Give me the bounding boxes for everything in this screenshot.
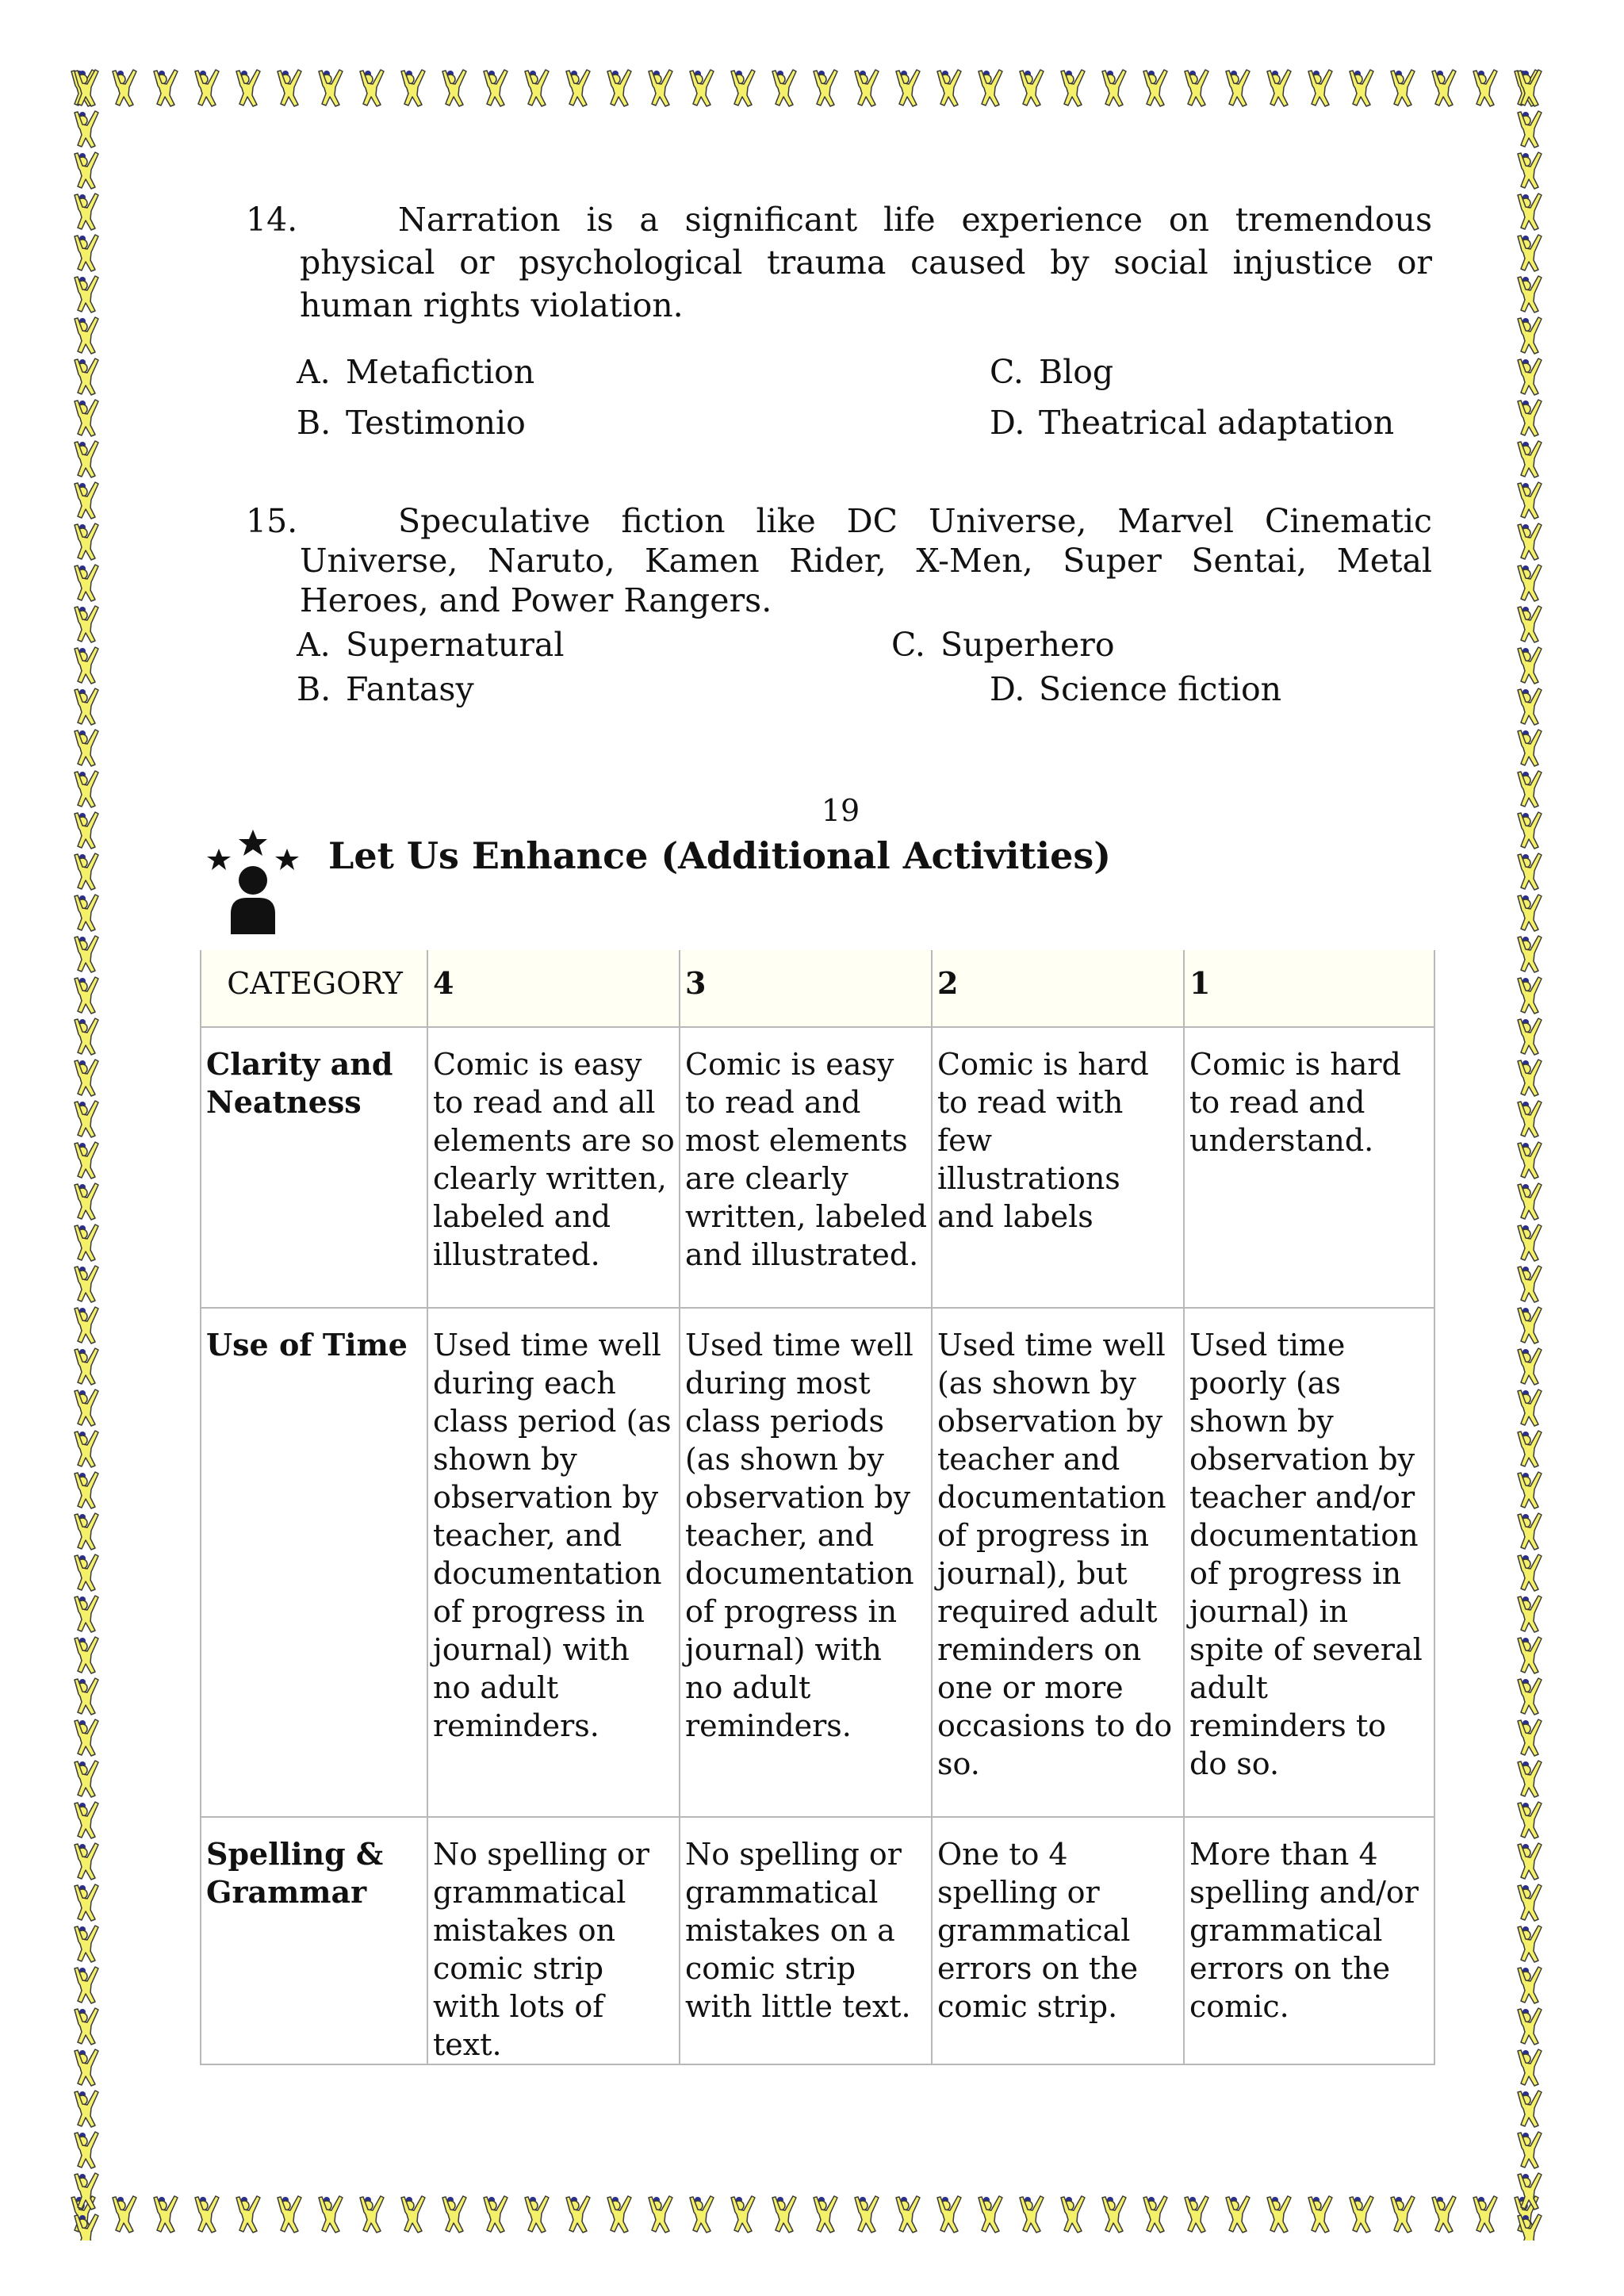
cheering-figure-icon <box>1511 2211 1559 2240</box>
cheering-figure-icon <box>68 2170 116 2211</box>
header-score-1: 1 <box>1184 950 1434 1027</box>
option-d <box>990 668 1281 711</box>
cheering-figure-icon <box>769 67 810 108</box>
cheering-figure-icon <box>1511 1675 1559 1716</box>
option-c <box>990 351 1113 393</box>
cheering-figure-icon <box>398 67 439 108</box>
cheering-figure-icon <box>1429 2193 1470 2234</box>
cheering-figure-icon <box>1511 1098 1559 1139</box>
cheering-figure-icon <box>68 1428 116 1469</box>
option-letter: A. <box>297 626 331 664</box>
row-category: Spelling & Grammar <box>201 1817 427 2064</box>
row-category: Clarity and Neatness <box>201 1027 427 1308</box>
table-cell: Used time poorly (as shown by observation by teacher and/or documentation of progress in journal) in spite of several adult reminders to do so. <box>1184 1308 1434 1817</box>
table-cell: Comic is hard to read and understand. <box>1184 1027 1434 1308</box>
cheering-figure-icon <box>1511 1304 1559 1345</box>
option-a <box>297 351 534 393</box>
table-cell: Comic is easy to read and all elements are so clearly written, labeled and illustrated. <box>427 1027 680 1308</box>
cheering-figure-icon <box>481 2193 522 2234</box>
option-letter: C. <box>891 626 925 664</box>
cheering-figure-icon <box>68 149 116 190</box>
cheering-figure-icon <box>68 520 116 562</box>
cheering-figure-icon <box>1511 603 1559 644</box>
question-14 <box>246 198 1432 327</box>
cheering-figure-icon <box>1511 726 1559 768</box>
cheering-figure-icon <box>68 108 116 149</box>
cheering-figure-icon <box>68 1881 116 1922</box>
option-text: Metafiction <box>346 353 535 391</box>
option-b <box>297 668 474 711</box>
cheering-figure-icon <box>1511 809 1559 850</box>
cheering-figure-icon <box>1511 1757 1559 1799</box>
cheering-figure-icon <box>1470 67 1511 108</box>
cheering-figure-icon <box>68 1593 116 1634</box>
cheering-figure-icon <box>1388 2193 1429 2234</box>
table-row <box>201 1027 1434 1308</box>
question-text: Narration is a significant life experience on tremendous physical or psychological trauma caused by social injustice or human rights violation. <box>300 201 1432 324</box>
cheering-figure-icon <box>1017 67 1058 108</box>
cheering-figure-icon <box>68 1716 116 1757</box>
cheering-figure-icon <box>1182 67 1223 108</box>
cheering-figure-icon <box>1511 520 1559 562</box>
cheering-figure-icon <box>1511 1716 1559 1757</box>
cheering-figure-icon <box>68 1510 116 1551</box>
cheering-figure-icon <box>68 603 116 644</box>
cheering-figure-icon <box>975 2193 1017 2234</box>
cheering-figure-icon <box>1346 67 1388 108</box>
cheering-figure-icon <box>1140 2193 1182 2234</box>
cheering-figure-icon <box>1099 2193 1140 2234</box>
cheering-figure-icon <box>1346 2193 1388 2234</box>
cheering-figure-icon <box>68 1551 116 1593</box>
cheering-figure-icon <box>68 2087 116 2129</box>
cheering-figure-icon <box>1511 1964 1559 2005</box>
cheering-figure-icon <box>1511 1221 1559 1263</box>
cheering-figure-icon <box>192 67 233 108</box>
cheering-figure-icon <box>68 1015 116 1056</box>
cheering-figure-icon <box>68 1345 116 1386</box>
cheering-figure-icon <box>1511 190 1559 232</box>
cheering-figure-icon <box>563 2193 604 2234</box>
cheering-figure-icon <box>1511 685 1559 726</box>
table-cell: One to 4 spelling or grammatical errors on the comic strip. <box>932 1817 1184 2064</box>
cheering-figure-icon <box>68 2046 116 2087</box>
cheering-figure-icon <box>68 1056 116 1098</box>
cheering-figure-icon <box>893 2193 934 2234</box>
cheering-figure-icon <box>68 1922 116 1964</box>
cheering-figure-icon <box>68 850 116 891</box>
cheering-figure-icon <box>1511 933 1559 974</box>
option-letter: D. <box>990 670 1025 708</box>
rubric-table <box>200 950 1435 2065</box>
cheering-figure-icon <box>68 1221 116 1263</box>
cheering-figure-icon <box>68 397 116 438</box>
cheering-figure-icon <box>1511 1180 1559 1221</box>
table-row <box>201 1817 1434 2064</box>
cheering-figure-icon <box>68 1757 116 1799</box>
cheering-figure-icon <box>1511 149 1559 190</box>
cheering-figure-icon <box>1058 2193 1099 2234</box>
border-figures <box>68 67 1559 108</box>
table-cell: More than 4 spelling and/or grammatical errors on the comic. <box>1184 1817 1434 2064</box>
cheering-figure-icon <box>1511 2170 1559 2211</box>
option-text: Testimonio <box>346 404 526 442</box>
cheering-figure-icon <box>68 933 116 974</box>
cheering-figure-icon <box>398 2193 439 2234</box>
cheering-figure-icon <box>1264 67 1305 108</box>
cheering-figure-icon <box>1470 2193 1511 2234</box>
cheering-figure-icon <box>1511 562 1559 603</box>
section-title: Let Us Enhance (Additional Activities) <box>328 834 1112 877</box>
cheering-figure-icon <box>1511 1840 1559 1881</box>
page-border-left <box>68 67 116 2240</box>
cheering-figure-icon <box>316 67 357 108</box>
cheering-figure-icon <box>151 2193 192 2234</box>
cheering-figure-icon <box>1511 397 1559 438</box>
cheering-figure-icon <box>1511 1015 1559 1056</box>
cheering-figure-icon <box>1511 1799 1559 1840</box>
option-letter: C. <box>990 353 1024 391</box>
cheering-figure-icon <box>934 67 975 108</box>
cheering-figure-icon <box>68 726 116 768</box>
cheering-figure-icon <box>1511 355 1559 397</box>
cheering-figure-icon <box>1511 644 1559 685</box>
cheering-figure-icon <box>1511 850 1559 891</box>
cheering-figure-icon <box>728 67 769 108</box>
cheering-figure-icon <box>68 1840 116 1881</box>
cheering-figure-icon <box>68 1098 116 1139</box>
option-letter: D. <box>990 404 1025 442</box>
cheering-figure-icon <box>1511 2129 1559 2170</box>
option-letter: A. <box>297 353 331 391</box>
border-figures <box>68 67 116 2240</box>
cheering-figure-icon <box>645 67 687 108</box>
option-text: Theatrical adaptation <box>1039 404 1395 442</box>
page-number: 19 <box>821 793 860 828</box>
border-figures <box>1511 67 1559 2240</box>
cheering-figure-icon <box>68 232 116 273</box>
option-d <box>990 401 1394 444</box>
page-border-right <box>1511 67 1559 2240</box>
cheering-figure-icon <box>1511 232 1559 273</box>
cheering-figure-icon <box>233 2193 274 2234</box>
cheering-figure-icon <box>316 2193 357 2234</box>
table-cell: No spelling or grammatical mistakes on comic strip with lots of text. <box>427 1817 680 2064</box>
cheering-figure-icon <box>1099 67 1140 108</box>
cheering-figure-icon <box>68 1964 116 2005</box>
cheering-figure-icon <box>68 685 116 726</box>
page-border-bottom <box>68 2193 1559 2240</box>
cheering-figure-icon <box>1511 108 1559 149</box>
cheering-figure-icon <box>68 355 116 397</box>
cheering-figure-icon <box>481 67 522 108</box>
cheering-figure-icon <box>1511 1428 1559 1469</box>
table-cell: Comic is hard to read with few illustrations and labels <box>932 1027 1184 1308</box>
cheering-figure-icon <box>68 974 116 1015</box>
cheering-figure-icon <box>439 2193 481 2234</box>
header-score-2: 2 <box>932 950 1184 1027</box>
cheering-figure-icon <box>274 2193 316 2234</box>
cheering-figure-icon <box>439 67 481 108</box>
option-text: Supernatural <box>346 626 565 664</box>
cheering-figure-icon <box>1511 2087 1559 2129</box>
cheering-figure-icon <box>68 1634 116 1675</box>
cheering-figure-icon <box>1511 67 1559 108</box>
cheering-figure-icon <box>1140 67 1182 108</box>
table-cell: Comic is easy to read and most elements are clearly written, labeled and illustrated. <box>680 1027 932 1308</box>
cheering-figure-icon <box>68 809 116 850</box>
cheering-figure-icon <box>68 67 116 108</box>
option-c <box>891 623 1115 666</box>
cheering-figure-icon <box>68 2129 116 2170</box>
cheering-figure-icon <box>1511 479 1559 520</box>
question-text: Speculative fiction like DC Universe, Marvel Cinematic Universe, Naruto, Kamen Rider, X-Men, Super Sentai, Metal Heroes, and Power Rangers. <box>300 502 1432 619</box>
cheering-figure-icon <box>274 67 316 108</box>
option-text: Blog <box>1039 353 1114 391</box>
cheering-figure-icon <box>68 273 116 314</box>
table-cell: Used time well (as shown by observation by teacher and documentation of progress in journal), but required adult reminders on one or more occasions to do so. <box>932 1308 1184 1817</box>
cheering-figure-icon <box>1511 1386 1559 1428</box>
cheering-figure-icon <box>357 67 398 108</box>
cheering-figure-icon <box>1305 2193 1346 2234</box>
cheering-figure-icon <box>68 190 116 232</box>
cheering-figure-icon <box>68 891 116 933</box>
question-15 <box>246 501 1432 620</box>
cheering-figure-icon <box>769 2193 810 2234</box>
cheering-figure-icon <box>810 2193 852 2234</box>
cheering-figure-icon <box>68 438 116 479</box>
cheering-figure-icon <box>1511 1922 1559 1964</box>
question-number: 14. <box>246 201 298 239</box>
cheering-figure-icon <box>1305 67 1346 108</box>
cheering-figure-icon <box>1223 67 1264 108</box>
option-letter: B. <box>297 404 331 442</box>
cheering-figure-icon <box>1058 67 1099 108</box>
cheering-figure-icon <box>604 2193 645 2234</box>
cheering-figure-icon <box>68 314 116 355</box>
cheering-figure-icon <box>893 67 934 108</box>
option-text: Fantasy <box>346 670 474 708</box>
cheering-figure-icon <box>68 1263 116 1304</box>
border-figures <box>68 2193 1559 2234</box>
cheering-figure-icon <box>645 2193 687 2234</box>
cheering-figure-icon <box>68 1675 116 1716</box>
cheering-figure-icon <box>1511 2005 1559 2046</box>
cheering-figure-icon <box>934 2193 975 2234</box>
cheering-figure-icon <box>68 768 116 809</box>
cheering-figure-icon <box>1511 1510 1559 1551</box>
cheering-figure-icon <box>68 1180 116 1221</box>
cheering-figure-icon <box>522 67 563 108</box>
cheering-figure-icon <box>357 2193 398 2234</box>
header-score-3: 3 <box>680 950 932 1027</box>
cheering-figure-icon <box>604 67 645 108</box>
page-border-top <box>68 67 1559 114</box>
table-cell: No spelling or grammatical mistakes on a comic strip with little text. <box>680 1817 932 2064</box>
option-text: Superhero <box>940 626 1115 664</box>
question-number: 15. <box>246 502 298 540</box>
cheering-figure-icon <box>68 2005 116 2046</box>
cheering-figure-icon <box>1511 1593 1559 1634</box>
cheering-figure-icon <box>68 479 116 520</box>
table-cell: Used time well during each class period (as shown by observation by teacher, and documentation of progress in journal) with no adult reminders. <box>427 1308 680 1817</box>
cheering-figure-icon <box>68 1139 116 1180</box>
cheering-figure-icon <box>192 2193 233 2234</box>
cheering-figure-icon <box>810 67 852 108</box>
cheering-figure-icon <box>68 1799 116 1840</box>
cheering-figure-icon <box>1511 768 1559 809</box>
option-a <box>297 623 565 666</box>
option-text: Science fiction <box>1039 670 1282 708</box>
cheering-figure-icon <box>1511 1469 1559 1510</box>
cheering-figure-icon <box>1511 1056 1559 1098</box>
cheering-figure-icon <box>1429 67 1470 108</box>
cheering-figure-icon <box>687 67 728 108</box>
option-letter: B. <box>297 670 331 708</box>
cheering-figure-icon <box>1511 891 1559 933</box>
cheering-figure-icon <box>728 2193 769 2234</box>
cheering-figure-icon <box>1511 1634 1559 1675</box>
cheering-figure-icon <box>1182 2193 1223 2234</box>
cheering-figure-icon <box>1511 314 1559 355</box>
cheering-figure-icon <box>233 67 274 108</box>
cheering-figure-icon <box>852 67 893 108</box>
cheering-figure-icon <box>1511 1551 1559 1593</box>
cheering-figure-icon <box>68 1304 116 1345</box>
cheering-figure-icon <box>1264 2193 1305 2234</box>
cheering-figure-icon <box>1511 2046 1559 2087</box>
cheering-figure-icon <box>687 2193 728 2234</box>
cheering-figure-icon <box>852 2193 893 2234</box>
cheering-figure-icon <box>68 1469 116 1510</box>
cheering-figure-icon <box>151 67 192 108</box>
cheering-figure-icon <box>1511 438 1559 479</box>
cheering-figure-icon <box>975 67 1017 108</box>
cheering-figure-icon <box>563 67 604 108</box>
cheering-figure-icon <box>1017 2193 1058 2234</box>
cheering-figure-icon <box>1388 67 1429 108</box>
header-category: CATEGORY <box>201 950 427 1027</box>
cheering-figure-icon <box>522 2193 563 2234</box>
option-b <box>297 401 526 444</box>
cheering-figure-icon <box>68 1386 116 1428</box>
table-cell: Used time well during most class periods (as shown by observation by teacher, and documentation of progress in journal) with no adult reminders. <box>680 1308 932 1817</box>
cheering-figure-icon <box>1511 1263 1559 1304</box>
table-header-row <box>201 950 1434 1027</box>
table-row <box>201 1308 1434 1817</box>
person-stars-icon <box>201 825 304 936</box>
cheering-figure-icon <box>1511 1881 1559 1922</box>
cheering-figure-icon <box>68 562 116 603</box>
cheering-figure-icon <box>68 2211 116 2240</box>
cheering-figure-icon <box>1511 273 1559 314</box>
header-score-4: 4 <box>427 950 680 1027</box>
cheering-figure-icon <box>1511 1139 1559 1180</box>
cheering-figure-icon <box>68 644 116 685</box>
row-category: Use of Time <box>201 1308 427 1817</box>
cheering-figure-icon <box>1511 974 1559 1015</box>
cheering-figure-icon <box>1223 2193 1264 2234</box>
cheering-figure-icon <box>1511 1345 1559 1386</box>
